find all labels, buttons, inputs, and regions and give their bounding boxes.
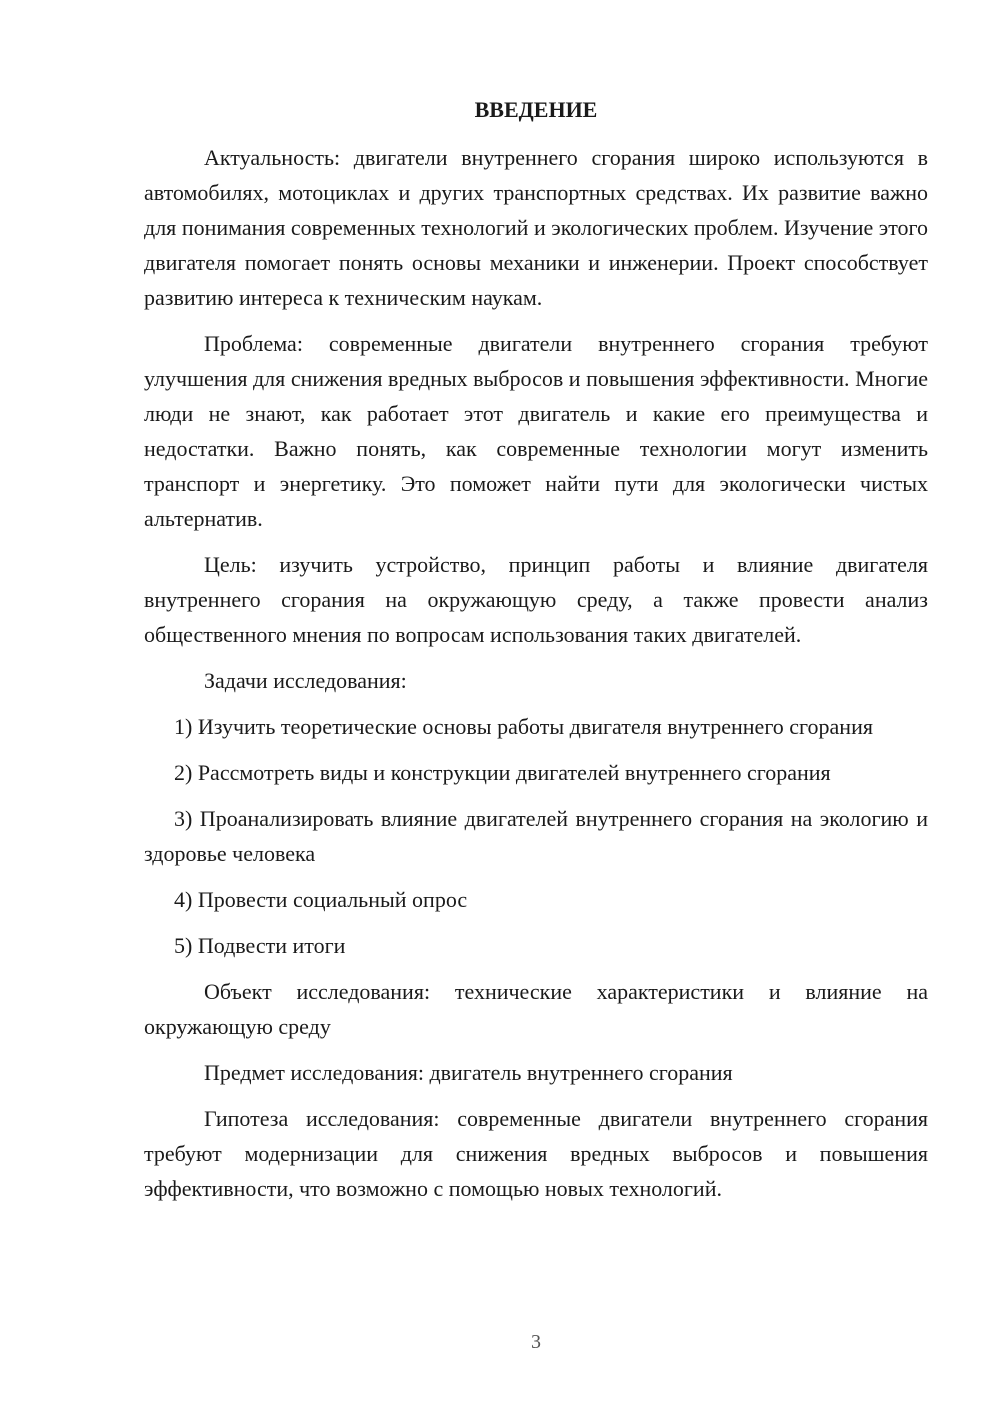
- task-item-1: 1) Изучить теоретические основы работы двигателя внутреннего сгорания: [174, 714, 873, 739]
- paragraph-goal: Цель: изучить устройство, принцип работы и влияние двигателя внутреннего сгорания на окружающую среду, а также провести анализ общественного мнения по вопросам использования таких двигателей.: [144, 552, 928, 647]
- task-item-2: 2) Рассмотреть виды и конструкции двигателей внутреннего сгорания: [174, 760, 831, 785]
- paragraph-relevance: Актуальность: двигатели внутреннего сгорания широко используются в автомобилях, мотоциклах и других транспортных средствах. Их развитие важно для понимания современных технологий и экологических проблем. Изучение этого двигателя помогает понять основы механики и инженерии. Проект способствует развитию интереса к техническим наукам.: [144, 145, 928, 310]
- document-page: [144, 92, 928, 1217]
- paragraph-hypothesis: Гипотеза исследования: современные двигатели внутреннего сгорания требуют модернизации для снижения вредных выбросов и повышения эффективности, что возможно с помощью новых технологий.: [144, 1106, 928, 1201]
- paragraph-object: Объект исследования: технические характеристики и влияние на окружающую среду: [144, 979, 928, 1039]
- task-item-5: 5) Подвести итоги: [174, 933, 346, 958]
- task-item-4: 4) Провести социальный опрос: [174, 887, 468, 912]
- paragraph-problem: Проблема: современные двигатели внутреннего сгорания требуют улучшения для снижения вредных выбросов и повышения эффективности. Многие люди не знают, как работает этот двигатель и какие его преимущества и недостатки. Важно понять, как современные технологии могут изменить транспорт и энергетику. Это поможет найти пути для экологически чистых альтернатив.: [144, 331, 928, 531]
- paragraph-subject: Предмет исследования: двигатель внутреннего сгорания: [204, 1060, 733, 1085]
- document-title: ВВЕДЕНИЕ: [474, 97, 598, 122]
- paragraph-tasks-heading: Задачи исследования:: [204, 668, 407, 693]
- page-number: 3: [531, 1331, 541, 1353]
- task-item-3: 3) Проанализировать влияние двигателей внутреннего сгорания на экологию и здоровье человека: [144, 806, 928, 866]
